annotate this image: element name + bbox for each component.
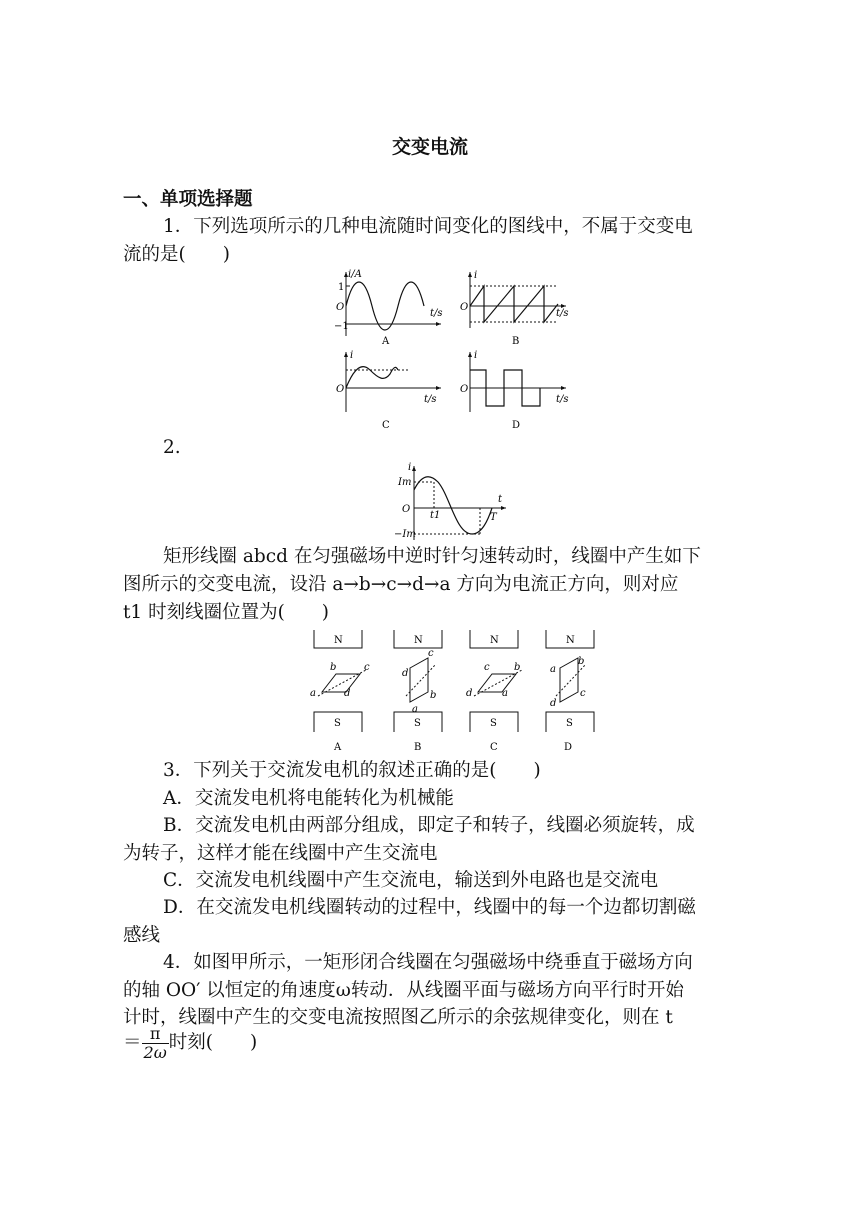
coil-label-a: A	[334, 742, 342, 752]
graph-d-ylabel: i	[474, 350, 478, 361]
svg-text:d: d	[550, 698, 557, 709]
coil-option-d	[546, 630, 594, 752]
q3-option-c: C．交流发电机线圈中产生交流电，输送到外电路也是交流电	[163, 870, 659, 891]
q4-equals: ＝	[123, 1032, 142, 1053]
svg-text:c: c	[484, 662, 490, 673]
graph-c	[336, 350, 441, 431]
graph-a-label: A	[382, 336, 390, 347]
q3-option-d-line1: D．在交流发电机线圈转动的过程中，线圈中的每一个边都切割磁	[163, 897, 696, 918]
graph-a-origin: O	[336, 302, 345, 313]
magnet-n-label: N	[334, 635, 343, 646]
q2-stem-line3: t1 时刻线圈位置为( )	[123, 602, 330, 623]
section-heading: 一、单项选择题	[123, 189, 253, 210]
svg-text:c: c	[364, 662, 370, 673]
magnet-s-label: S	[490, 718, 497, 729]
coil-label-d: D	[564, 742, 573, 752]
coil-option-c	[466, 630, 522, 752]
svg-text:b: b	[430, 690, 437, 701]
q4-tail: 时刻( )	[168, 1032, 258, 1053]
graph-d-label: D	[512, 420, 521, 431]
svg-text:a: a	[412, 704, 418, 715]
q1-stem-line1: 1．下列选项所示的几种电流随时间变化的图线中，不属于交变电	[163, 216, 693, 237]
q2-sine-figure	[394, 460, 514, 542]
q2-fig-im: Im	[398, 477, 412, 488]
graph-a-ylabel: i/A	[348, 269, 362, 280]
q2-fig-neg-im: −Im	[394, 529, 416, 540]
q2-fig-T: T	[490, 512, 497, 523]
graph-d	[460, 350, 569, 431]
svg-text:a: a	[502, 688, 508, 699]
svg-text:d: d	[344, 688, 351, 699]
magnet-n-label: N	[414, 635, 423, 646]
magnet-n-label: N	[490, 635, 499, 646]
graph-a	[334, 269, 443, 348]
q3-option-b-line1: B．交流发电机由两部分组成，即定子和转子，线圈必须旋转，成	[163, 815, 695, 836]
graph-d-origin: O	[460, 384, 469, 395]
q4-frac-numerator: π	[142, 1025, 169, 1044]
graph-a-xlabel: t/s	[430, 308, 443, 319]
page-title: 交变电流	[391, 136, 468, 158]
svg-text:d: d	[402, 668, 409, 679]
q3-stem: 3．下列关于交流发电机的叙述正确的是( )	[163, 760, 541, 781]
graph-a-tick-neg: −1	[334, 321, 349, 332]
magnet-s-label: S	[566, 718, 573, 729]
graph-a-tick-pos: 1	[338, 282, 345, 293]
graph-b-origin: O	[460, 302, 469, 313]
q1-figure	[326, 266, 576, 436]
q2-fig-t1: t1	[430, 510, 441, 521]
svg-text:b: b	[330, 662, 337, 673]
graph-c-origin: O	[336, 384, 345, 395]
graph-c-xlabel: t/s	[424, 394, 437, 405]
q4-stem-line1: 4．如图甲所示，一矩形闭合线圈在匀强磁场中绕垂直于磁场方向	[163, 952, 693, 973]
svg-text:a: a	[310, 688, 316, 699]
svg-text:b: b	[578, 656, 585, 667]
graph-b-ylabel: i	[474, 270, 478, 281]
q2-coil-figure	[306, 626, 602, 752]
q3-option-d-line2: 感线	[123, 925, 161, 946]
graph-b	[460, 270, 569, 347]
coil-option-b	[394, 630, 442, 752]
q4-stem-line3: 计时，线圈中产生的交变电流按照图乙所示的余弦规律变化，则在 t	[123, 1007, 673, 1028]
graph-c-ylabel: i	[350, 350, 354, 361]
q2-number: 2.	[163, 437, 181, 458]
q4-fraction	[142, 1025, 169, 1062]
q2-stem-line1: 矩形线圈 abcd 在匀强磁场中逆时针匀速转动时，线圈中产生如下	[163, 546, 701, 567]
graph-d-xlabel: t/s	[556, 394, 569, 405]
svg-text:d: d	[466, 688, 473, 699]
q2-stem-line2: 图所示的交变电流，设沿 a→b→c→d→a 方向为电流正方向，则对应	[123, 574, 679, 595]
q2-fig-origin: O	[402, 504, 411, 515]
graph-b-label: B	[512, 336, 520, 347]
coil-label-b: B	[414, 742, 422, 752]
graph-b-xlabel: t/s	[556, 308, 569, 319]
svg-text:c: c	[428, 648, 434, 659]
magnet-n-label: N	[566, 635, 575, 646]
q4-stem-line2: 的轴 OO′ 以恒定的角速度ω转动．从线圈平面与磁场方向平行时开始	[123, 980, 684, 1001]
svg-text:a: a	[550, 664, 556, 675]
q1-stem-line2: 流的是( )	[123, 244, 230, 265]
svg-text:b: b	[514, 662, 521, 673]
q4-frac-denominator: 2ω	[143, 1042, 167, 1062]
q2-fig-t: t	[498, 494, 503, 505]
svg-text:c: c	[580, 688, 586, 699]
graph-c-label: C	[382, 420, 390, 431]
q4-stem-line4	[123, 1024, 738, 1062]
magnet-s-label: S	[414, 718, 421, 729]
q3-option-b-line2: 为转子，这样才能在线圈中产生交流电	[123, 843, 438, 864]
q3-option-a: A．交流发电机将电能转化为机械能	[163, 788, 454, 809]
coil-option-a	[310, 630, 370, 752]
coil-label-c: C	[490, 742, 498, 752]
magnet-s-label: S	[334, 718, 341, 729]
q2-fig-i: i	[408, 462, 412, 473]
